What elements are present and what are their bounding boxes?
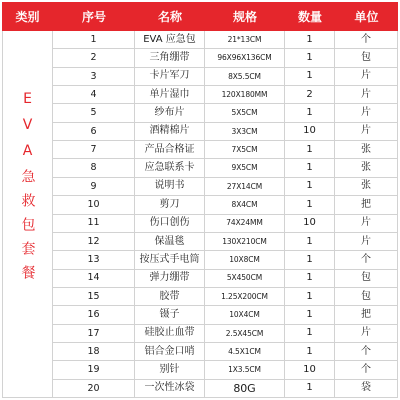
cell-no: 19	[53, 361, 135, 379]
cell-no: 20	[53, 380, 135, 398]
cell-unit: 把	[335, 196, 398, 214]
cell-spec: 10X8CM	[205, 251, 285, 269]
cell-unit: 个	[335, 361, 398, 379]
cell-qty: 1	[285, 31, 335, 49]
cell-spec: 4.5X1CM	[205, 343, 285, 361]
cell-name: 伤口创伤	[135, 215, 205, 233]
cell-name: 酒精棉片	[135, 123, 205, 141]
cell-unit: 片	[335, 86, 398, 104]
cell-unit: 张	[335, 159, 398, 177]
cell-name: 三角绷带	[135, 49, 205, 67]
cell-qty: 1	[285, 196, 335, 214]
cell-unit: 片	[335, 325, 398, 343]
cell-no: 6	[53, 123, 135, 141]
cell-qty: 1	[285, 68, 335, 86]
cell-qty: 10	[285, 123, 335, 141]
cell-name: 卡片军刀	[135, 68, 205, 86]
cell-no: 9	[53, 178, 135, 196]
cell-no: 18	[53, 343, 135, 361]
cell-unit: 片	[335, 123, 398, 141]
cell-qty: 1	[285, 380, 335, 398]
cell-no: 2	[53, 49, 135, 67]
cell-name: 镊子	[135, 306, 205, 324]
cell-name: 单片湿巾	[135, 86, 205, 104]
cell-unit: 个	[335, 31, 398, 49]
cell-no: 12	[53, 233, 135, 251]
cell-name: EVA 应急包	[135, 31, 205, 49]
cell-name: 应急联系卡	[135, 159, 205, 177]
cell-unit: 包	[335, 270, 398, 288]
cell-unit: 袋	[335, 380, 398, 398]
cell-name: 别针	[135, 361, 205, 379]
cell-name: 产品合格证	[135, 141, 205, 159]
category-cell	[2, 31, 53, 398]
cell-qty: 1	[285, 270, 335, 288]
cell-name: 弹力绷带	[135, 270, 205, 288]
cell-spec: 10X4CM	[205, 306, 285, 324]
header-unit: 单位	[335, 2, 398, 31]
cell-spec: 80G	[205, 380, 285, 398]
cell-unit: 片	[335, 233, 398, 251]
cell-qty: 1	[285, 141, 335, 159]
cell-no: 14	[53, 270, 135, 288]
cell-no: 8	[53, 159, 135, 177]
cell-name: 说明书	[135, 178, 205, 196]
cell-unit: 片	[335, 215, 398, 233]
cell-qty: 1	[285, 49, 335, 67]
cell-no: 16	[53, 306, 135, 324]
cell-spec: 3X3CM	[205, 123, 285, 141]
cell-no: 13	[53, 251, 135, 269]
cell-no: 4	[53, 86, 135, 104]
cell-name: 一次性冰袋	[135, 380, 205, 398]
cell-no: 1	[53, 31, 135, 49]
cell-qty: 1	[285, 288, 335, 306]
cell-qty: 1	[285, 306, 335, 324]
cell-spec: 21*13CM	[205, 31, 285, 49]
cell-qty: 1	[285, 178, 335, 196]
cell-spec: 8X5.5CM	[205, 68, 285, 86]
cell-no: 11	[53, 215, 135, 233]
cell-no: 5	[53, 104, 135, 122]
spec-table	[2, 2, 398, 398]
cell-name: 剪刀	[135, 196, 205, 214]
cell-no: 15	[53, 288, 135, 306]
cell-no: 3	[53, 68, 135, 86]
cell-spec: 96X96X136CM	[205, 49, 285, 67]
header-spec: 规格	[205, 2, 285, 31]
cell-spec: 2.5X45CM	[205, 325, 285, 343]
cell-no: 7	[53, 141, 135, 159]
cell-spec: 1X3.5CM	[205, 361, 285, 379]
cell-no: 10	[53, 196, 135, 214]
cell-unit: 包	[335, 49, 398, 67]
cell-name: 胶带	[135, 288, 205, 306]
header-qty: 数量	[285, 2, 335, 31]
header-no: 序号	[53, 2, 135, 31]
cell-spec: 120X180MM	[205, 86, 285, 104]
cell-unit: 片	[335, 104, 398, 122]
cell-name: 纱布片	[135, 104, 205, 122]
cell-spec: 9X5CM	[205, 159, 285, 177]
header-category: 类别	[2, 2, 53, 31]
cell-spec: 5X450CM	[205, 270, 285, 288]
cell-name: 保温毯	[135, 233, 205, 251]
cell-qty: 1	[285, 251, 335, 269]
cell-spec: 7X5CM	[205, 141, 285, 159]
cell-unit: 把	[335, 306, 398, 324]
cell-name: 铝合金口哨	[135, 343, 205, 361]
cell-spec: 27X14CM	[205, 178, 285, 196]
cell-qty: 10	[285, 361, 335, 379]
cell-unit: 个	[335, 343, 398, 361]
cell-spec: 74X24MM	[205, 215, 285, 233]
cell-qty: 10	[285, 215, 335, 233]
cell-unit: 张	[335, 178, 398, 196]
cell-qty: 1	[285, 233, 335, 251]
cell-qty: 1	[285, 325, 335, 343]
cell-name: 硅胶止血带	[135, 325, 205, 343]
cell-spec: 5X5CM	[205, 104, 285, 122]
cell-qty: 2	[285, 86, 335, 104]
cell-qty: 1	[285, 159, 335, 177]
cell-qty: 1	[285, 343, 335, 361]
category-label: EVA急救包套餐	[19, 91, 36, 289]
cell-unit: 张	[335, 141, 398, 159]
cell-unit: 片	[335, 68, 398, 86]
cell-name: 按压式手电筒	[135, 251, 205, 269]
cell-unit: 包	[335, 288, 398, 306]
cell-qty: 1	[285, 104, 335, 122]
cell-no: 17	[53, 325, 135, 343]
cell-spec: 130X210CM	[205, 233, 285, 251]
cell-spec: 8X4CM	[205, 196, 285, 214]
cell-unit: 个	[335, 251, 398, 269]
header-name: 名称	[135, 2, 205, 31]
cell-spec: 1.25X200CM	[205, 288, 285, 306]
